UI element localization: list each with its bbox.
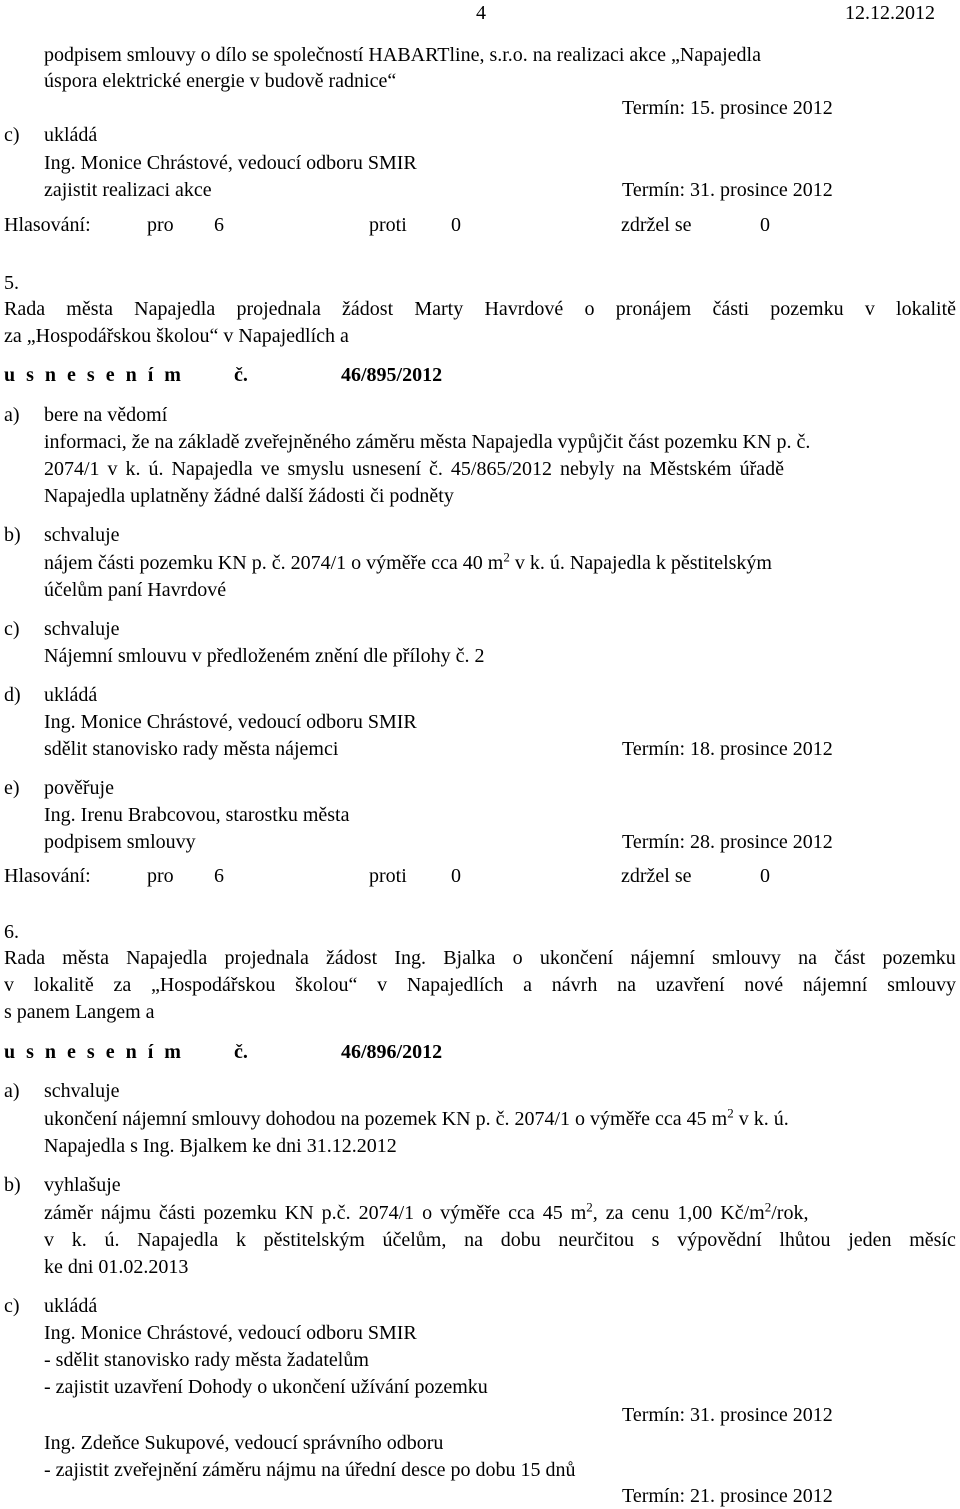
- item-verb: pověřuje: [44, 777, 114, 799]
- responsible-person: Ing. Monice Chrástové, vedoucí odboru SMIR: [44, 152, 417, 174]
- deadline: Termín: 21. prosince 2012: [622, 1485, 833, 1507]
- resolution-number: 46/896/2012: [341, 1041, 443, 1063]
- header-date: 12.12.2012: [845, 2, 935, 24]
- item-label: b): [4, 524, 21, 546]
- vote-zdrzel: zdržel se: [621, 214, 692, 236]
- task-text: sdělit stanovisko rady města nájemci: [44, 738, 339, 760]
- section-intro: Rada města Napajedla projednala žádost Ing. Bjalka o ukončení nájemní smlouvy na část pozemku: [4, 947, 956, 969]
- vote-pro-count: 6: [214, 865, 224, 887]
- deadline: Termín: 15. prosince 2012: [622, 97, 833, 119]
- section-intro: v lokalitě za „Hospodářskou školou“ v Napajedlích a návrh na uzavření nové nájemní smlouvy: [4, 974, 956, 996]
- item-text: Napajedla uplatněny žádné další žádosti či podněty: [44, 485, 454, 507]
- item-text: ke dni 01.02.2013: [44, 1256, 189, 1278]
- item-verb: schvaluje: [44, 524, 120, 546]
- vote-proti: proti: [369, 865, 407, 887]
- resolution-number: 46/895/2012: [341, 364, 443, 386]
- deadline: Termín: 31. prosince 2012: [622, 1404, 833, 1426]
- item-text: informaci, že na základě zveřejněného záměru města Napajedla vypůjčit část pozemku KN p. č.: [44, 431, 811, 453]
- deadline: Termín: 18. prosince 2012: [622, 738, 833, 760]
- section-intro: Rada města Napajedla projednala žádost Marty Havrdové o pronájem části pozemku v lokalitě: [4, 298, 956, 320]
- vote-zdrzel: zdržel se: [621, 865, 692, 887]
- item-verb: schvaluje: [44, 618, 120, 640]
- responsible-person: Ing. Irenu Brabcovou, starostku města: [44, 804, 350, 826]
- item-label: a): [4, 404, 20, 426]
- item-text: Napajedla s Ing. Bjalkem ke dni 31.12.2012: [44, 1135, 397, 1157]
- task-text: - zajistit zveřejnění záměru nájmu na úřední desce po dobu 15 dnů: [44, 1459, 576, 1481]
- item-label: c): [4, 124, 20, 146]
- resolution-c: č.: [234, 364, 248, 386]
- item-label: a): [4, 1080, 20, 1102]
- item-verb: vyhlašuje: [44, 1174, 121, 1196]
- item-text: záměr nájmu části pozemku KN p.č. 2074/1 o výměře cca 45 $m^2$, za cenu 1,00 $Kč/m^2$/rok,: [44, 1199, 809, 1224]
- item-verb: ukládá: [44, 124, 98, 146]
- text-line: úspora elektrické energie v budově radnice“: [44, 70, 397, 92]
- item-text: 2074/1 v k. ú. Napajedla ve smyslu usnesení č. 45/865/2012 nebyly na Městském úřadě: [44, 458, 784, 480]
- vote-proti: proti: [369, 214, 407, 236]
- item-label: c): [4, 1295, 20, 1317]
- vote-pro: pro: [147, 865, 174, 887]
- text-line: podpisem smlouvy o dílo se společností HABARTline, s.r.o. na realizaci akce „Napajedla: [44, 44, 761, 66]
- resolution-word: u s n e s e n í m: [4, 364, 184, 386]
- resolution-word: u s n e s e n í m: [4, 1041, 184, 1063]
- task-text: zajistit realizaci akce: [44, 179, 212, 201]
- item-verb: ukládá: [44, 684, 98, 706]
- page-number: 4: [476, 2, 486, 24]
- section-number: 5.: [4, 272, 19, 294]
- item-text: Nájemní smlouvu v předloženém znění dle přílohy č. 2: [44, 645, 485, 667]
- responsible-person: Ing. Monice Chrástové, vedoucí odboru SMIR: [44, 1322, 417, 1344]
- item-label: c): [4, 618, 20, 640]
- responsible-person: Ing. Zdeňce Sukupové, vedoucí správního odboru: [44, 1432, 444, 1454]
- vote-pro: pro: [147, 214, 174, 236]
- vote-label: Hlasování:: [4, 214, 91, 236]
- item-text: účelům paní Havrdové: [44, 579, 227, 601]
- section-number: 6.: [4, 921, 19, 943]
- item-label: e): [4, 777, 20, 799]
- deadline: Termín: 31. prosince 2012: [622, 179, 833, 201]
- item-verb: bere na vědomí: [44, 404, 168, 426]
- vote-zdrzel-count: 0: [760, 865, 770, 887]
- vote-zdrzel-count: 0: [760, 214, 770, 236]
- section-intro: za „Hospodářskou školou“ v Napajedlích a: [4, 325, 349, 347]
- item-text: nájem části pozemku KN p. č. 2074/1 o výměře cca 40 $m^2$ v k. ú. Napajedla k pěstitelským: [44, 549, 772, 574]
- deadline: Termín: 28. prosince 2012: [622, 831, 833, 853]
- task-text: - sdělit stanovisko rady města žadatelům: [44, 1349, 369, 1371]
- item-verb: ukládá: [44, 1295, 98, 1317]
- vote-proti-count: 0: [451, 865, 461, 887]
- item-text: v k. ú. Napajedla k pěstitelským účelům, na dobu neurčitou s výpovědní lhůtou jeden měsíc: [44, 1229, 956, 1251]
- item-text: ukončení nájemní smlouvy dohodou na pozemek KN p. č. 2074/1 o výměře cca 45 $m^2$ v k. ú.: [44, 1105, 789, 1130]
- task-text: podpisem smlouvy: [44, 831, 196, 853]
- resolution-c: č.: [234, 1041, 248, 1063]
- responsible-person: Ing. Monice Chrástové, vedoucí odboru SMIR: [44, 711, 417, 733]
- item-verb: schvaluje: [44, 1080, 120, 1102]
- section-intro: s panem Langem a: [4, 1001, 155, 1023]
- vote-label: Hlasování:: [4, 865, 91, 887]
- item-label: b): [4, 1174, 21, 1196]
- vote-proti-count: 0: [451, 214, 461, 236]
- task-text: - zajistit uzavření Dohody o ukončení užívání pozemku: [44, 1376, 488, 1398]
- item-label: d): [4, 684, 21, 706]
- vote-pro-count: 6: [214, 214, 224, 236]
